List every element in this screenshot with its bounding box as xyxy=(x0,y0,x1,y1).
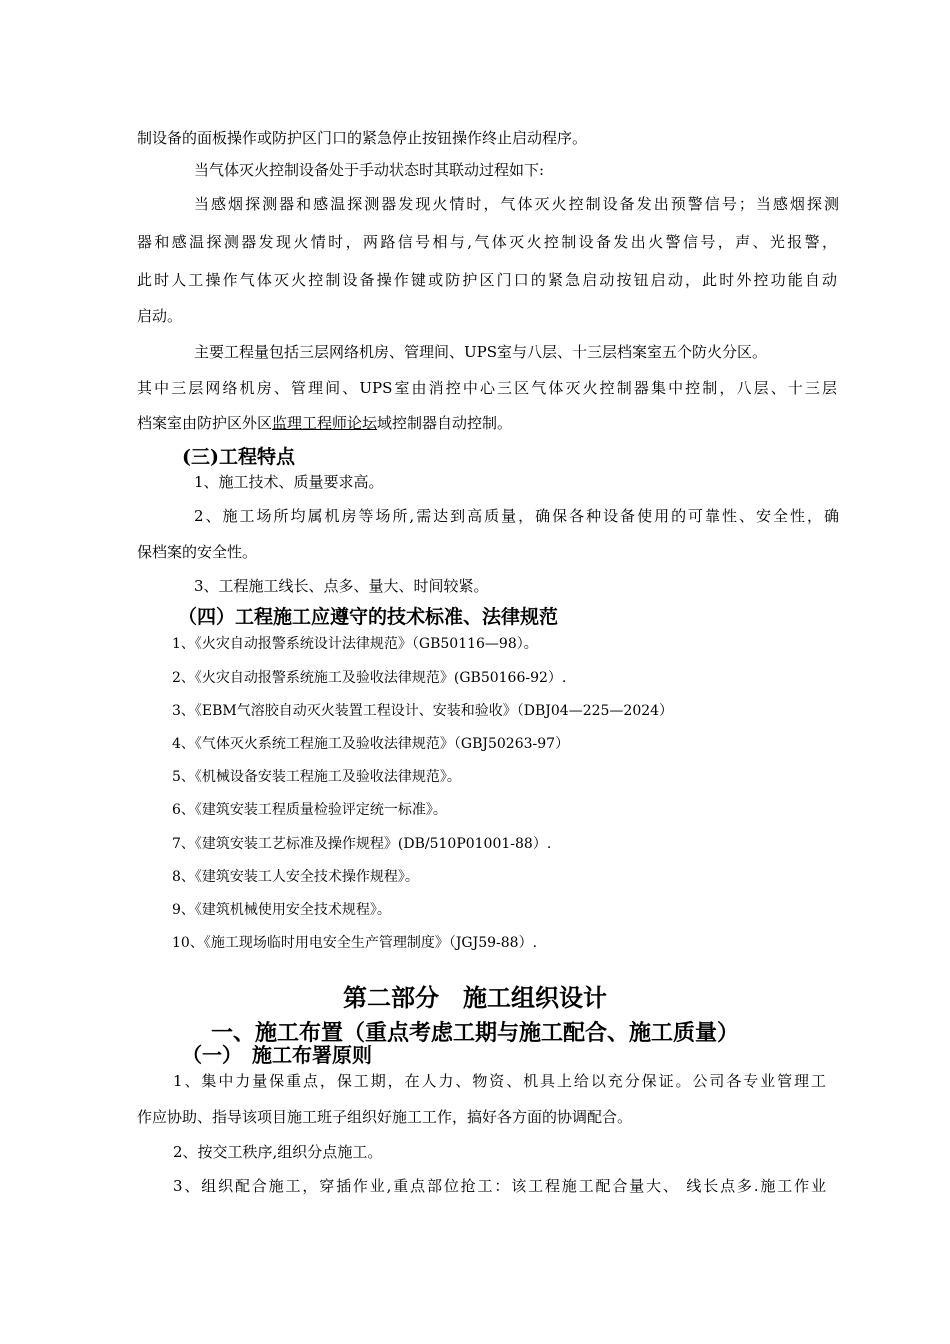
paragraph-text: 档案室由防护区外区 xyxy=(137,414,273,432)
list-item: 作应协助、指导该项目施工班子组织好施工工作，搞好各方面的协调配合。 xyxy=(137,1108,633,1126)
paragraph-line: 当气体灭火控制设备处于手动状态时其联动过程如下: xyxy=(194,161,545,179)
list-item: 保档案的安全性。 xyxy=(137,543,258,561)
standard-item: 4、《气体灭火系统工程施工及验收法律规范》（GBJ50263-97） xyxy=(172,736,570,752)
section-heading: （一） 施工布署原则 xyxy=(182,1043,372,1067)
section-heading: （四）工程施工应遵守的技术标准、法律规范 xyxy=(178,606,559,628)
part-heading: 第二部分 施工组织设计 xyxy=(343,983,607,1012)
standard-item: 8、《建筑安装工人安全技术操作规程》。 xyxy=(172,869,419,885)
list-item: 2、施工场所均属机房等场所,需达到高质量，确保各种设备使用的可靠性、安全性，确 xyxy=(194,507,839,525)
standard-item: 6、《建筑安装工程质量检验评定统一标准》。 xyxy=(172,802,447,818)
paragraph-line: 器和感温探测器发现火情时，两路信号相与,气体灭火控制设备发出火警信号，声、光报警， xyxy=(137,233,837,251)
section-heading: (三)工程特点 xyxy=(182,446,295,468)
standard-item: 5、《机械设备安装工程施工及验收法律规范》。 xyxy=(172,769,461,785)
paragraph-line: 主要工程量包括三层网络机房、管理间、UPS室与八层、十三层档案室五个防火分区。 xyxy=(194,343,768,361)
forum-link[interactable]: 监理工程师论坛 xyxy=(272,414,378,432)
paragraph-line: 当感烟探测器和感温探测器发现火情时，气体灭火控制设备发出预警信号；当感烟探测 xyxy=(194,195,839,213)
chapter-heading: 一、施工布置（重点考虑工期与施工配合、施工质量） xyxy=(210,1020,739,1046)
list-item: 3、组织配合施工，穿插作业,重点部位抢工：该工程施工配合量大、 线长点多.施工作业 xyxy=(173,1177,826,1195)
list-item: 1、集中力量保重点，保工期，在人力、物资、机具上给以充分保证。公司各专业管理工 xyxy=(173,1072,826,1090)
paragraph-line xyxy=(137,413,512,433)
list-item: 3、工程施工线长、点多、量大、时间较紧。 xyxy=(194,577,489,595)
standard-item: 7、《建筑安装工艺标准及操作规程》(DB/510P01001-88）. xyxy=(172,836,552,852)
standard-item: 10、《施工现场临时用电安全生产管理制度》（JGJ59-88）. xyxy=(172,935,538,951)
standard-item: 9、《建筑机械使用安全技术规程》。 xyxy=(172,902,391,918)
paragraph-line: 其中三层网络机房、管理间、UPS室由消控中心三区气体灭火控制器集中控制，八层、十三层 xyxy=(137,379,837,397)
standard-item: 2、《火灾自动报警系统施工及验收法律规范》(GB50166-92）. xyxy=(172,670,567,686)
paragraph-line: 启动。 xyxy=(137,307,183,325)
standard-item: 3、《EBM气溶胶自动灭火装置工程设计、安装和验收》（DBJ04—225—2024） xyxy=(172,703,674,719)
paragraph-text: 域控制器自动控制。 xyxy=(377,414,513,432)
paragraph-line: 制设备的面板操作或防护区门口的紧急停止按钮操作终止启动程序。 xyxy=(137,129,588,147)
standard-item: 1、《火灾自动报警系统设计法律规范》（GB50116—98）。 xyxy=(172,636,538,652)
list-item: 1、施工技术、质量要求高。 xyxy=(194,473,384,491)
paragraph-line: 此时人工操作气体灭火控制设备操作键或防护区门口的紧急启动按钮启动，此时外控功能自动 xyxy=(137,271,837,289)
list-item: 2、按交工秩序,组织分点施工。 xyxy=(173,1143,383,1161)
